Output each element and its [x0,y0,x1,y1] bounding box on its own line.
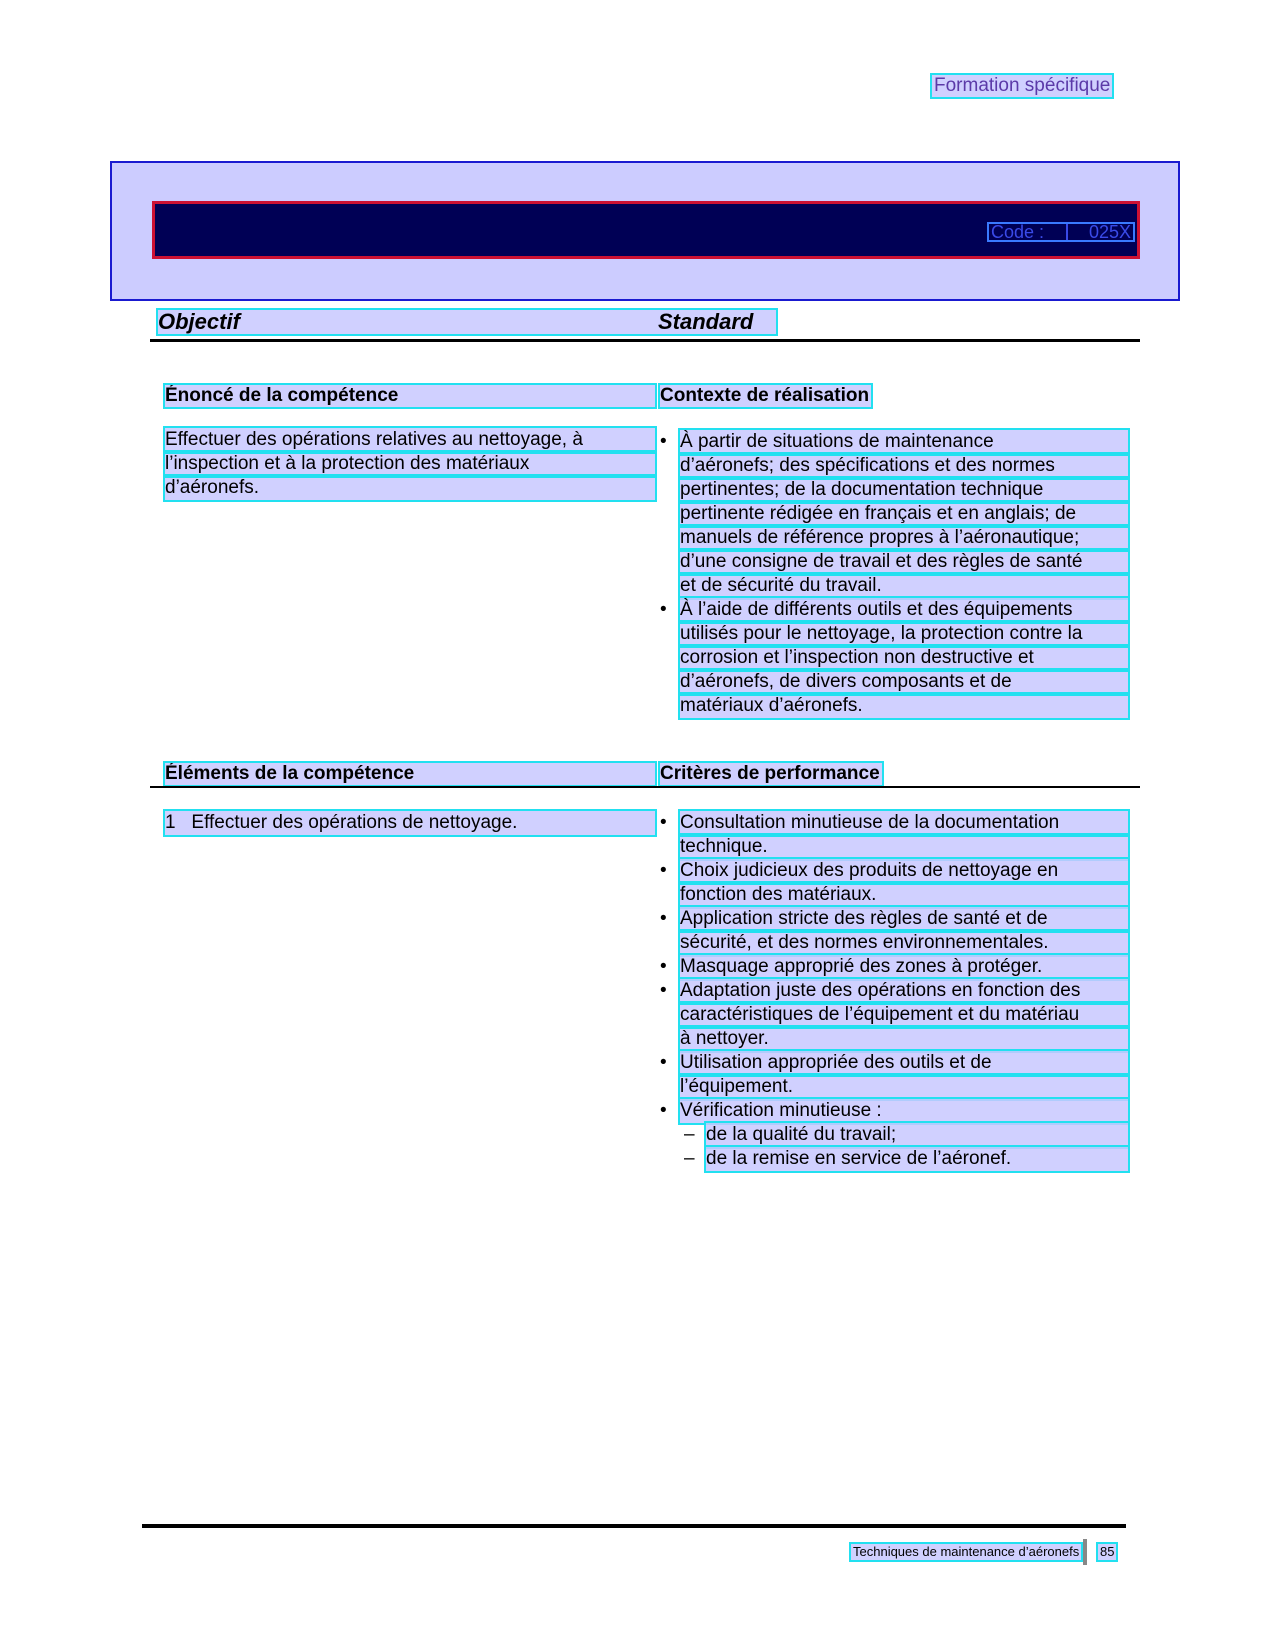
footer-rule [142,1524,1126,1528]
competence-line: Effectuer des opérations relatives au nettoyage, à [165,428,655,452]
competency-title-panel [110,161,1180,301]
verification-sublist [680,1123,1128,1171]
criteria-list [658,811,1128,1171]
criteria-item: • Masquage approprié des zones à protéger. [658,955,1128,979]
context-item: • À l’aide de différents outils et des équipements utilisés pour le nettoyage, la protection contre la corrosion et l’inspection non destructive et d’aéronefs, de divers composants et de matériaux d’aéronefs. [658,598,1128,718]
page-number: 85 [1100,1544,1115,1559]
elements-list [165,811,655,835]
competency-title-bar [152,201,1140,259]
criteria-heading: Critères de performance [660,763,880,784]
code-value: 025X [1088,222,1131,242]
context-list [658,430,1128,718]
footer-separator [1083,1539,1087,1565]
criteria-item: • Application stricte des règles de santé et de sécurité, et des normes environnementales. [658,907,1128,955]
verification-subitem: – de la qualité du travail; [680,1123,1128,1147]
criteria-item: • Vérification minutieuse : – de la qualité du travail; – de la remise en service de l’aéronef. [658,1099,1128,1171]
program-type-label: Formation spécifique [934,75,1111,96]
context-item: • À partir de situations de maintenance d’aéronefs; des spécifications et des normes pertinentes; de la documentation technique pertinente rédigée en français et en anglais; de manuels de référence propres à l’aéronautique; d’une consigne de travail et des règles de santé et de sécurité du travail. [658,430,1128,598]
footer-program-name: Techniques de maintenance d’aéronefs [853,1544,1080,1559]
criteria-item: • Consultation minutieuse de la documentation technique. [658,811,1128,859]
competence-statement [165,428,655,500]
competency-code [987,222,1135,242]
code-separator [1066,224,1068,240]
criteria-item: • Adaptation juste des opérations en fonction des caractéristiques de l’équipement et du matériau à nettoyer. [658,979,1128,1051]
competence-statement-heading: Énoncé de la compétence [165,385,655,407]
context-heading: Contexte de réalisation [660,385,870,406]
elements-heading: Éléments de la compétence [165,763,655,785]
section-rule [150,786,1140,788]
objective-heading: Objectif [158,309,240,334]
element-item: 1 Effectuer des opérations de nettoyage. [165,811,655,835]
criteria-item: • Choix judicieux des produits de nettoyage en fonction des matériaux. [658,859,1128,907]
criteria-item: • Utilisation appropriée des outils et de l’équipement. [658,1051,1128,1099]
verification-subitem: – de la remise en service de l’aéronef. [680,1147,1128,1171]
code-label: Code : [991,222,1045,242]
competence-line: l’inspection et à la protection des matériaux [165,452,655,476]
standard-heading: Standard [658,309,754,334]
heading-rule [150,339,1140,342]
competence-line: d’aéronefs. [165,476,655,500]
